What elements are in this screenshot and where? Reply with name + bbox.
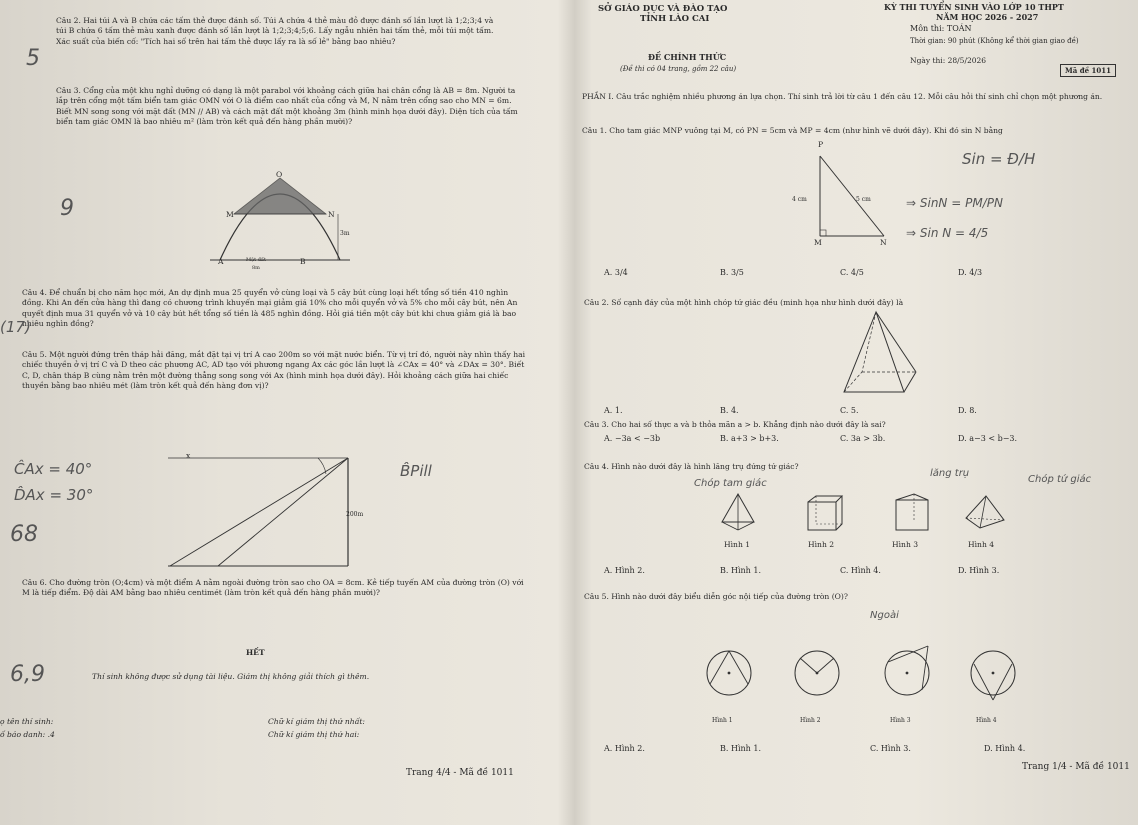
lighthouse-figure — [168, 452, 348, 572]
q3-right-text: Câu 3. Cho hai số thực a và b thỏa mãn a > b. Khẳng định nào dưới đây là sai? — [584, 420, 886, 429]
q4-option-d: D. Hình 3. — [958, 566, 1000, 575]
q4-option-b: B. Hình 1. — [720, 566, 761, 575]
label-o: O — [276, 170, 283, 179]
q5-figure-1 — [704, 640, 754, 706]
q5-fig4-label: Hình 4 — [976, 717, 997, 724]
q4-figure-3 — [892, 492, 932, 534]
q1-option-a: A. 3/4 — [604, 268, 628, 277]
q1-text: Câu 1. Cho tam giác MNP vuông tại M, có PN = 5cm và MP = 4cm (như hình vẽ dưới đây). Khi đó sin N bằng — [582, 126, 1003, 135]
label-3m: 3m — [340, 230, 350, 237]
subject: Môn thi: TOÁN — [910, 24, 972, 33]
label-200m: 200m — [346, 511, 364, 518]
label-b: B — [300, 257, 306, 266]
right-footer: Trang 1/4 - Mã đề 1011 — [1022, 762, 1130, 772]
q5-fig1-label: Hình 1 — [712, 717, 733, 724]
hw-9: 9 — [60, 196, 74, 221]
left-page — [0, 0, 568, 825]
q4-option-a: A. Hình 2. — [604, 566, 645, 575]
hw-chop-tam-giac: Chóp tam giác — [694, 478, 767, 489]
q2-option-c: C. 5. — [840, 406, 859, 415]
q5-option-d: D. Hình 4. — [984, 744, 1026, 753]
hw-lang-tru: lăng trụ — [930, 468, 970, 479]
q2-option-b: B. 4. — [720, 406, 739, 415]
q5-right-text: Câu 5. Hình nào dưới đây biểu diễn góc nội tiếp của đường tròn (O)? — [584, 592, 848, 601]
q4-figure-2 — [804, 494, 844, 534]
q4-figure-1 — [718, 492, 758, 532]
q5-figure-2 — [792, 640, 842, 706]
q5-option-c: C. Hình 3. — [870, 744, 911, 753]
candidate-number-label: ố báo danh: .4 — [0, 730, 55, 739]
proctor1-label: Chữ kí giám thị thứ nhất: — [268, 717, 365, 726]
q5-fig2-label: Hình 2 — [800, 717, 821, 724]
q4-figure-4 — [964, 494, 1008, 534]
q1-option-b: B. 3/5 — [720, 268, 744, 277]
q6-text: Câu 6. Cho đường tròn (O;4cm) và một điểm A nằm ngoài đường tròn sao cho OA = 8cm. Kẻ tiếp tuyến AM của đường tròn (O) với M là tiếp điểm. Độ dài AM bằng bao nhiêu centimét (làm tròn kết quả đến hàng phần mười)? — [22, 578, 524, 598]
province-name: TỈNH LÀO CAI — [640, 14, 710, 24]
q4-fig2-label: Hình 2 — [808, 540, 835, 549]
hw-sin-def: Sin = Đ/H — [962, 150, 1036, 168]
hw-sin-n-ratio: ⇒ SinN = PM/PN — [906, 196, 1003, 210]
q4-option-c: C. Hình 4. — [840, 566, 881, 575]
label-ground: Mặt đất — [246, 257, 266, 263]
q5-option-a: A. Hình 2. — [604, 744, 645, 753]
q5-figure-4 — [968, 640, 1018, 706]
pages-note: (Đề thi có 04 trang, gồm 22 câu) — [620, 65, 737, 73]
label-a: A — [218, 257, 224, 266]
q3-option-a: A. −3a < −3b — [604, 434, 661, 443]
exam-code-box: Mã đề 1011 — [1060, 64, 1116, 77]
label-8m: 8m — [252, 265, 260, 271]
end-mark: HẾT — [246, 648, 265, 657]
right-page — [570, 0, 1138, 825]
hw-chop-tu-giac: Chóp tứ giác — [1028, 474, 1092, 485]
proctor2-label: Chữ kí giám thị thứ hai: — [268, 730, 360, 739]
q4-right-text: Câu 4. Hình nào dưới đây là hình lăng trụ đứng tứ giác? — [584, 462, 799, 471]
hw-angle-d: D̂Ax = 30° — [14, 486, 94, 504]
q2-option-d: D. 8. — [958, 406, 977, 415]
candidate-name-label: ọ tên thí sinh: — [0, 717, 54, 726]
q2-text: Câu 2. Hai túi A và B chứa các tấm thẻ được đánh số. Túi A chứa 4 thẻ màu đỏ được đánh số lần lượt là 1;2;3;4 và túi B chứa 6 tấm thẻ màu xanh được đánh số lần lượt là 1;2;3;4;5;6. Lấy ngẫu nhiên hai tấm thẻ, mỗi túi một tấm. Xác suất của biến cố: "Tích hai số trên hai tấm thẻ được lấy ra là số lẻ" bằng bao nhiêu? — [56, 16, 494, 46]
q2-option-a: A. 1. — [604, 406, 623, 415]
q4-fig3-label: Hình 3 — [892, 540, 919, 549]
label-m: M — [226, 210, 234, 219]
hw-17: (17) — [0, 318, 31, 336]
hw-68: 68 — [10, 522, 38, 547]
hw-sin-n-value: ⇒ Sin N = 4/5 — [906, 226, 989, 240]
label-x: x — [186, 451, 191, 460]
q3-option-c: C. 3a > 3b. — [840, 434, 886, 443]
q4-fig1-label: Hình 1 — [724, 540, 751, 549]
exam-date: Ngày thi: 28/5/2026 — [910, 56, 987, 65]
dept-name: SỞ GIÁO DỤC VÀ ĐÀO TẠO — [598, 4, 728, 14]
tri-label-n: N — [880, 238, 887, 247]
q3-option-d: D. a−3 < b−3. — [958, 434, 1018, 443]
exam-note: Thí sinh không được sử dụng tài liệu. Giám thị không giải thích gì thêm. — [92, 672, 370, 681]
exam-title: KỲ THI TUYỂN SINH VÀO LỚP 10 THPT — [884, 2, 1064, 12]
q5-option-b: B. Hình 1. — [720, 744, 761, 753]
q5-text: Câu 5. Một người đứng trên tháp hải đăng, mắt đặt tại vị trí A cao 200m so với mặt nước biển. Từ vị trí đó, người này nhìn thấy hai chiếc thuyền ở vị trí C và D theo các phương AC, AD tạo với phương ngang Ax các góc lần lượt là ∠CAx = 40° và ∠DAx = 30°. Biết C, D, chân tháp B cùng nằm trên một đường thẳng song song với Ax (hình minh họa dưới đây). Hỏi khoảng cách giữa hai chiếc thuyền bằng bao nhiêu mét (làm tròn kết quả đến hàng đơn vị)? — [22, 350, 526, 391]
official-label: ĐỀ CHÍNH THỨC — [648, 52, 727, 62]
part1-heading: PHẦN I. Câu trắc nghiệm nhiều phương án lựa chọn. Thí sinh trả lời từ câu 1 đến câu 12. Mỗi câu hỏi thí sinh chỉ chọn một phương án. — [582, 92, 1103, 101]
q5-figure-3 — [882, 640, 932, 706]
school-year: NĂM HỌC 2026 - 2027 — [936, 12, 1039, 22]
hw-ngoai: Ngoài — [870, 610, 899, 621]
tri-label-mp: 4 cm — [792, 196, 807, 203]
tri-label-p: P — [818, 140, 824, 149]
q4-text: Câu 4. Để chuẩn bị cho năm học mới, An dự định mua 25 quyển vở cùng loại và 5 cây bút cùng loại hết tổng số tiền 410 nghìn đồng. Khi An đến cửa hàng thì đang có chương trình khuyến mại giảm giá 10% cho mỗi quyển vở và 5% cho mỗi cây bút, nên An quyết định mua 31 quyển vở và 10 cây bút hết tổng số tiền là 485 nghìn đồng. Hỏi giá tiền một cây bút khi chưa giảm giá là bao nhiêu nghìn đồng? — [22, 288, 518, 329]
q3-text: Câu 3. Cổng của một khu nghỉ dưỡng có dạng là một parabol với khoảng cách giữa hai chân cổng là AB = 8m. Người ta lắp trên cổng một tấm biển tam giác OMN với O là điểm cao nhất của cổng và M, N nằm trên cổng sao cho MN = 6m. Biết MN song song với mặt đất (MN // AB) và cách mặt đất một khoảng 3m (hình minh họa dưới đây). Diện tích của tấm biển tam giác OMN là bao nhiêu m² (làm tròn kết quả đến hàng phần mười)? — [56, 86, 518, 127]
q1-option-d: D. 4/3 — [958, 268, 983, 277]
hw-bpill: B̂Pill — [400, 462, 432, 480]
tri-label-m: M — [814, 238, 822, 247]
pyramid-figure — [840, 310, 920, 400]
q5-fig3-label: Hình 3 — [890, 717, 911, 724]
hw-5: 5 — [26, 46, 40, 71]
tri-label-pn: 5 cm — [856, 196, 871, 203]
hw-6-9: 6,9 — [10, 662, 45, 687]
left-footer: Trang 4/4 - Mã đề 1011 — [406, 768, 514, 778]
hw-angle-c: ĈAx = 40° — [14, 460, 93, 478]
q3-option-b: B. a+3 > b+3. — [720, 434, 779, 443]
q4-fig4-label: Hình 4 — [968, 540, 995, 549]
label-n: N — [328, 210, 335, 219]
exam-time: Thời gian: 90 phút (Không kể thời gian giao đề) — [910, 37, 1079, 45]
parabola-gate-figure — [210, 168, 350, 278]
q1-option-c: C. 4/5 — [840, 268, 864, 277]
q2-right-text: Câu 2. Số cạnh đáy của một hình chóp tứ giác đều (minh họa như hình dưới đây) là — [584, 298, 904, 307]
